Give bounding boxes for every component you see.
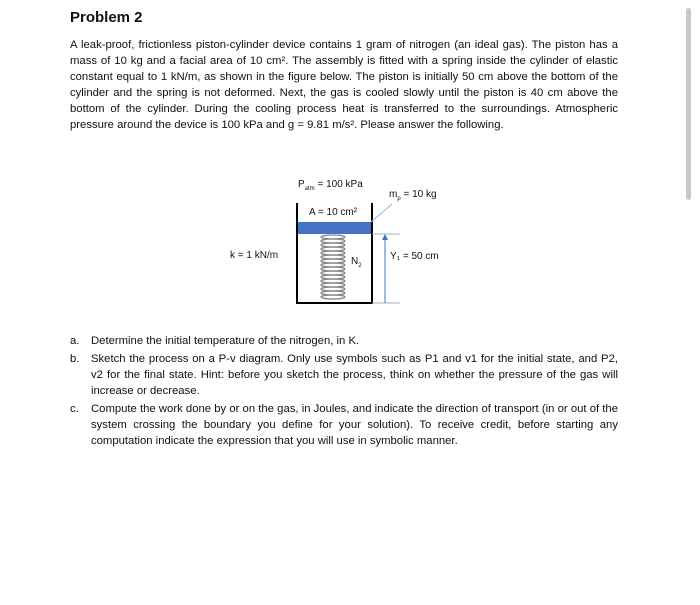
spring-icon [321, 235, 345, 299]
question-text: Determine the initial temperature of the nitrogen, in K. [91, 335, 360, 347]
spring-coil [321, 295, 345, 299]
question-c [70, 401, 618, 449]
question-text: Compute the work done by or on the gas, in Joules, and indicate the direction of transport (in or out of the system crossing the boundary you define for your solution). To receive credit, before starting any computation indicate the expression that you will use in symbolic manner. [91, 403, 618, 447]
area-label: A = 10 cm² [309, 207, 358, 218]
problem-title: Problem 2 [70, 9, 143, 26]
question-list [70, 333, 618, 451]
question-marker: b. [70, 353, 80, 365]
atm-pressure-label: $P_{atm} = 100$ kPa [298, 179, 363, 192]
arrow-head-icon [382, 234, 388, 240]
question-marker: c. [70, 403, 79, 415]
question-marker: a. [70, 335, 80, 347]
scrollbar[interactable] [686, 8, 691, 200]
question-text: Sketch the process on a P-v diagram. Only use symbols such as P1 and v1 for the initial state, and P2, v2 for the final state. Hint: before you sketch the process, think on whether the pressure of the gas will increase or decrease. [91, 353, 618, 397]
question-b [70, 351, 618, 399]
height-label: Y₁ = 50 cm [390, 251, 439, 262]
mass-leader-line [371, 204, 392, 222]
piston [298, 222, 371, 234]
piston-mass-label: $m_p = 10$ kg [389, 189, 437, 202]
gas-label: $N_2$ [351, 256, 362, 269]
question-a [70, 333, 618, 349]
spring-constant-label: k = 1 kN/m [230, 250, 279, 261]
problem-statement: A leak-proof, frictionless piston-cylinder device contains 1 gram of nitrogen (an ideal gas). The piston has a mass of 10 kg and a facial area of 10 cm². The assembly is fitted with a spring inside the cylinder of elastic constant equal to 1 kN/m, as shown in the figure below. The piston is initially 50 cm above the bottom of the cylinder and the spring is not deformed. Next, the gas is cooled slowly until the piston is 40 cm above the bottom of the cylinder. During the cooling process heat is transferred to the surroundings. Atmospheric pressure around the device is 100 kPa and g = 9.81 m/s². Please answer the following. [70, 39, 618, 131]
